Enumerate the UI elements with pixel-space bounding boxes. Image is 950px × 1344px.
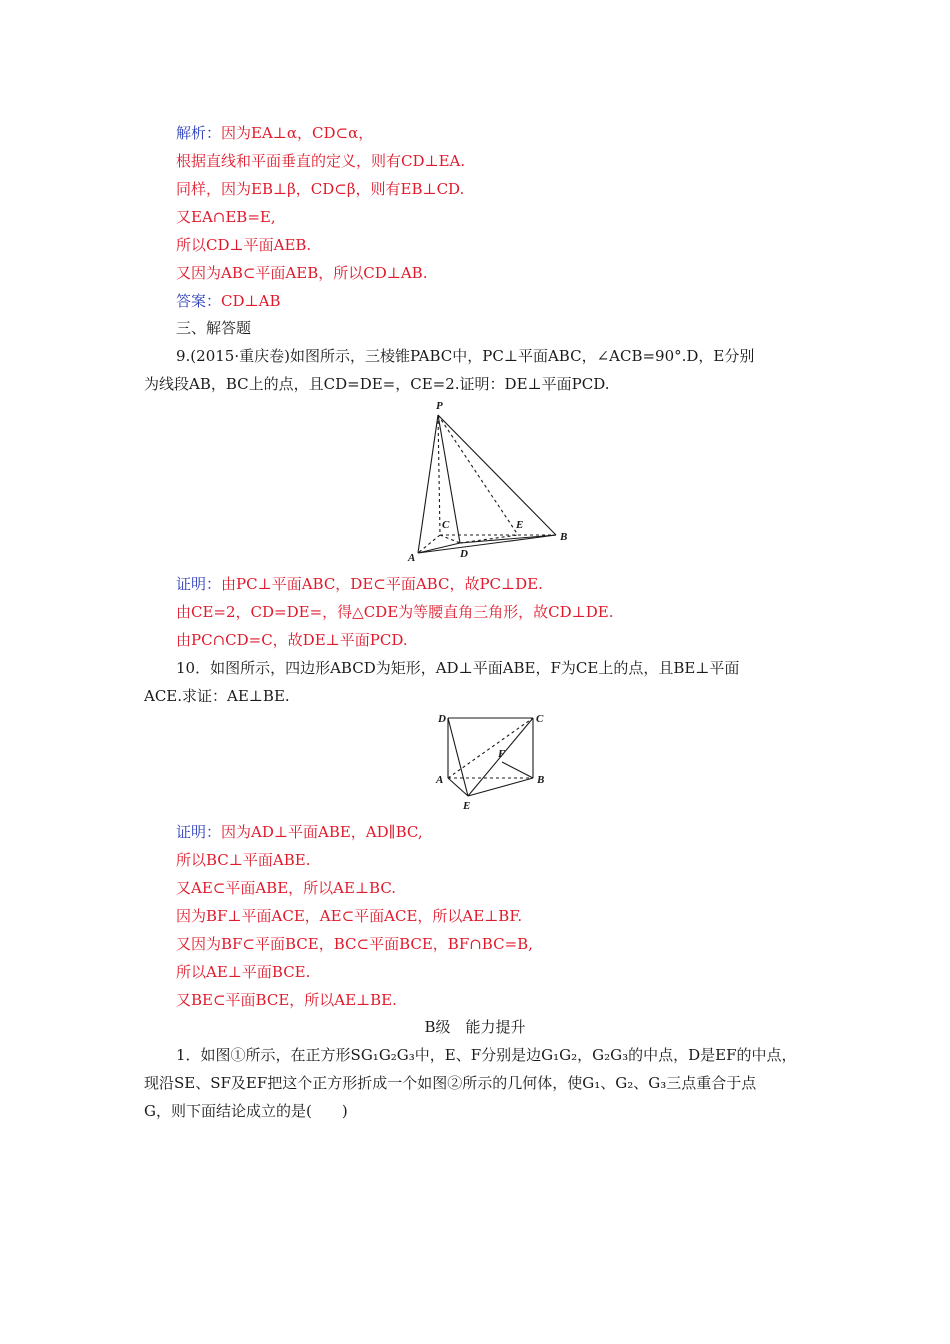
q10-proof-line-6: 所以AE⊥平面BCE.: [176, 963, 311, 981]
q9-proof-label: 证明：: [176, 575, 222, 593]
label-E: E: [516, 519, 524, 531]
q9-proof-line-1: 证明：由PC⊥平面ABC，DE⊂平面ABC，故PC⊥DE.: [176, 575, 543, 593]
label-C: C: [536, 713, 544, 725]
qb1-text-line-3: G，则下面结论成立的是( ): [144, 1102, 348, 1120]
q9-text-line-1: 9.(2015·重庆卷)如图所示，三棱锥PABC中，PC⊥平面ABC，∠ACB=90°.D，E分别: [176, 347, 755, 365]
label-E: E: [463, 800, 471, 812]
label-P: P: [436, 400, 443, 412]
q10-proof-line-5: 又因为BF⊂平面BCE，BC⊂平面BCE，BF∩BC=B,: [176, 935, 533, 953]
q9-proof-line-3: 由PC∩CD=C，故DE⊥平面PCD.: [176, 631, 408, 649]
q9-pyramid-figure: [400, 395, 580, 565]
analysis-line-3: 同样，因为EB⊥β，CD⊂β，则有EB⊥CD.: [176, 180, 465, 198]
analysis-line-1: 解析：因为EA⊥α，CD⊂α，: [176, 124, 374, 142]
q10-proof-line-4: 因为BF⊥平面ACE，AE⊂平面ACE，所以AE⊥BF.: [176, 907, 523, 925]
q10-proof-line-7: 又BE⊂平面BCE，所以AE⊥BE.: [176, 991, 397, 1009]
q10-text-line-2: ACE.求证：AE⊥BE.: [144, 687, 290, 705]
qb1-text-line-2: 现沿SE、SF及EF把这个正方形折成一个如图②所示的几何体，使G₁、G₂、G₃三点重合于点: [144, 1074, 757, 1092]
q9-proof-line-2: 由CE=2，CD=DE=，得△CDE为等腰直角三角形，故CD⊥DE.: [176, 603, 614, 621]
q10-proof-line-3: 又AE⊂平面ABE，所以AE⊥BC.: [176, 879, 397, 897]
analysis-label: 解析：: [176, 124, 222, 142]
q10-rectangle-figure: [430, 708, 555, 816]
analysis-line-4: 又EA∩EB=E,: [176, 208, 276, 226]
answer-line: [176, 291, 280, 311]
answer-label: 答案：: [176, 292, 222, 310]
answer-text: CD⊥AB: [221, 292, 281, 310]
label-B: B: [537, 774, 545, 786]
label-D: D: [438, 713, 446, 725]
q10-proof-line-2: 所以BC⊥平面ABE.: [176, 851, 311, 869]
analysis-line-5: 所以CD⊥平面AEB.: [176, 236, 312, 254]
label-A: A: [408, 552, 416, 564]
analysis-line-6: 又因为AB⊂平面AEB，所以CD⊥AB.: [176, 264, 428, 282]
q10-proof-line-1: 证明：因为AD⊥平面ABE，AD∥BC,: [176, 823, 423, 841]
q10-proof-label: 证明：: [176, 823, 222, 841]
section-heading: 三、解答题: [176, 319, 252, 337]
level-b-heading: B级 能力提升: [424, 1018, 526, 1036]
label-A: A: [436, 774, 444, 786]
q10-text-line-1: 10．如图所示，四边形ABCD为矩形，AD⊥平面ABE，F为CE上的点，且BE⊥平面: [176, 659, 740, 677]
q9-text-line-2: 为线段AB，BC上的点，且CD=DE=，CE=2.证明：DE⊥平面PCD.: [144, 375, 610, 393]
label-C: C: [442, 519, 450, 531]
label-B: B: [560, 531, 568, 543]
analysis-line-2: 根据直线和平面垂直的定义，则有CD⊥EA.: [176, 152, 466, 170]
qb1-text-line-1: 1．如图①所示，在正方形SG₁G₂G₃中，E、F分别是边G₁G₂，G₂G₃的中点，D是EF的中点，: [176, 1046, 797, 1064]
label-F: F: [498, 748, 506, 760]
label-D: D: [460, 548, 468, 560]
